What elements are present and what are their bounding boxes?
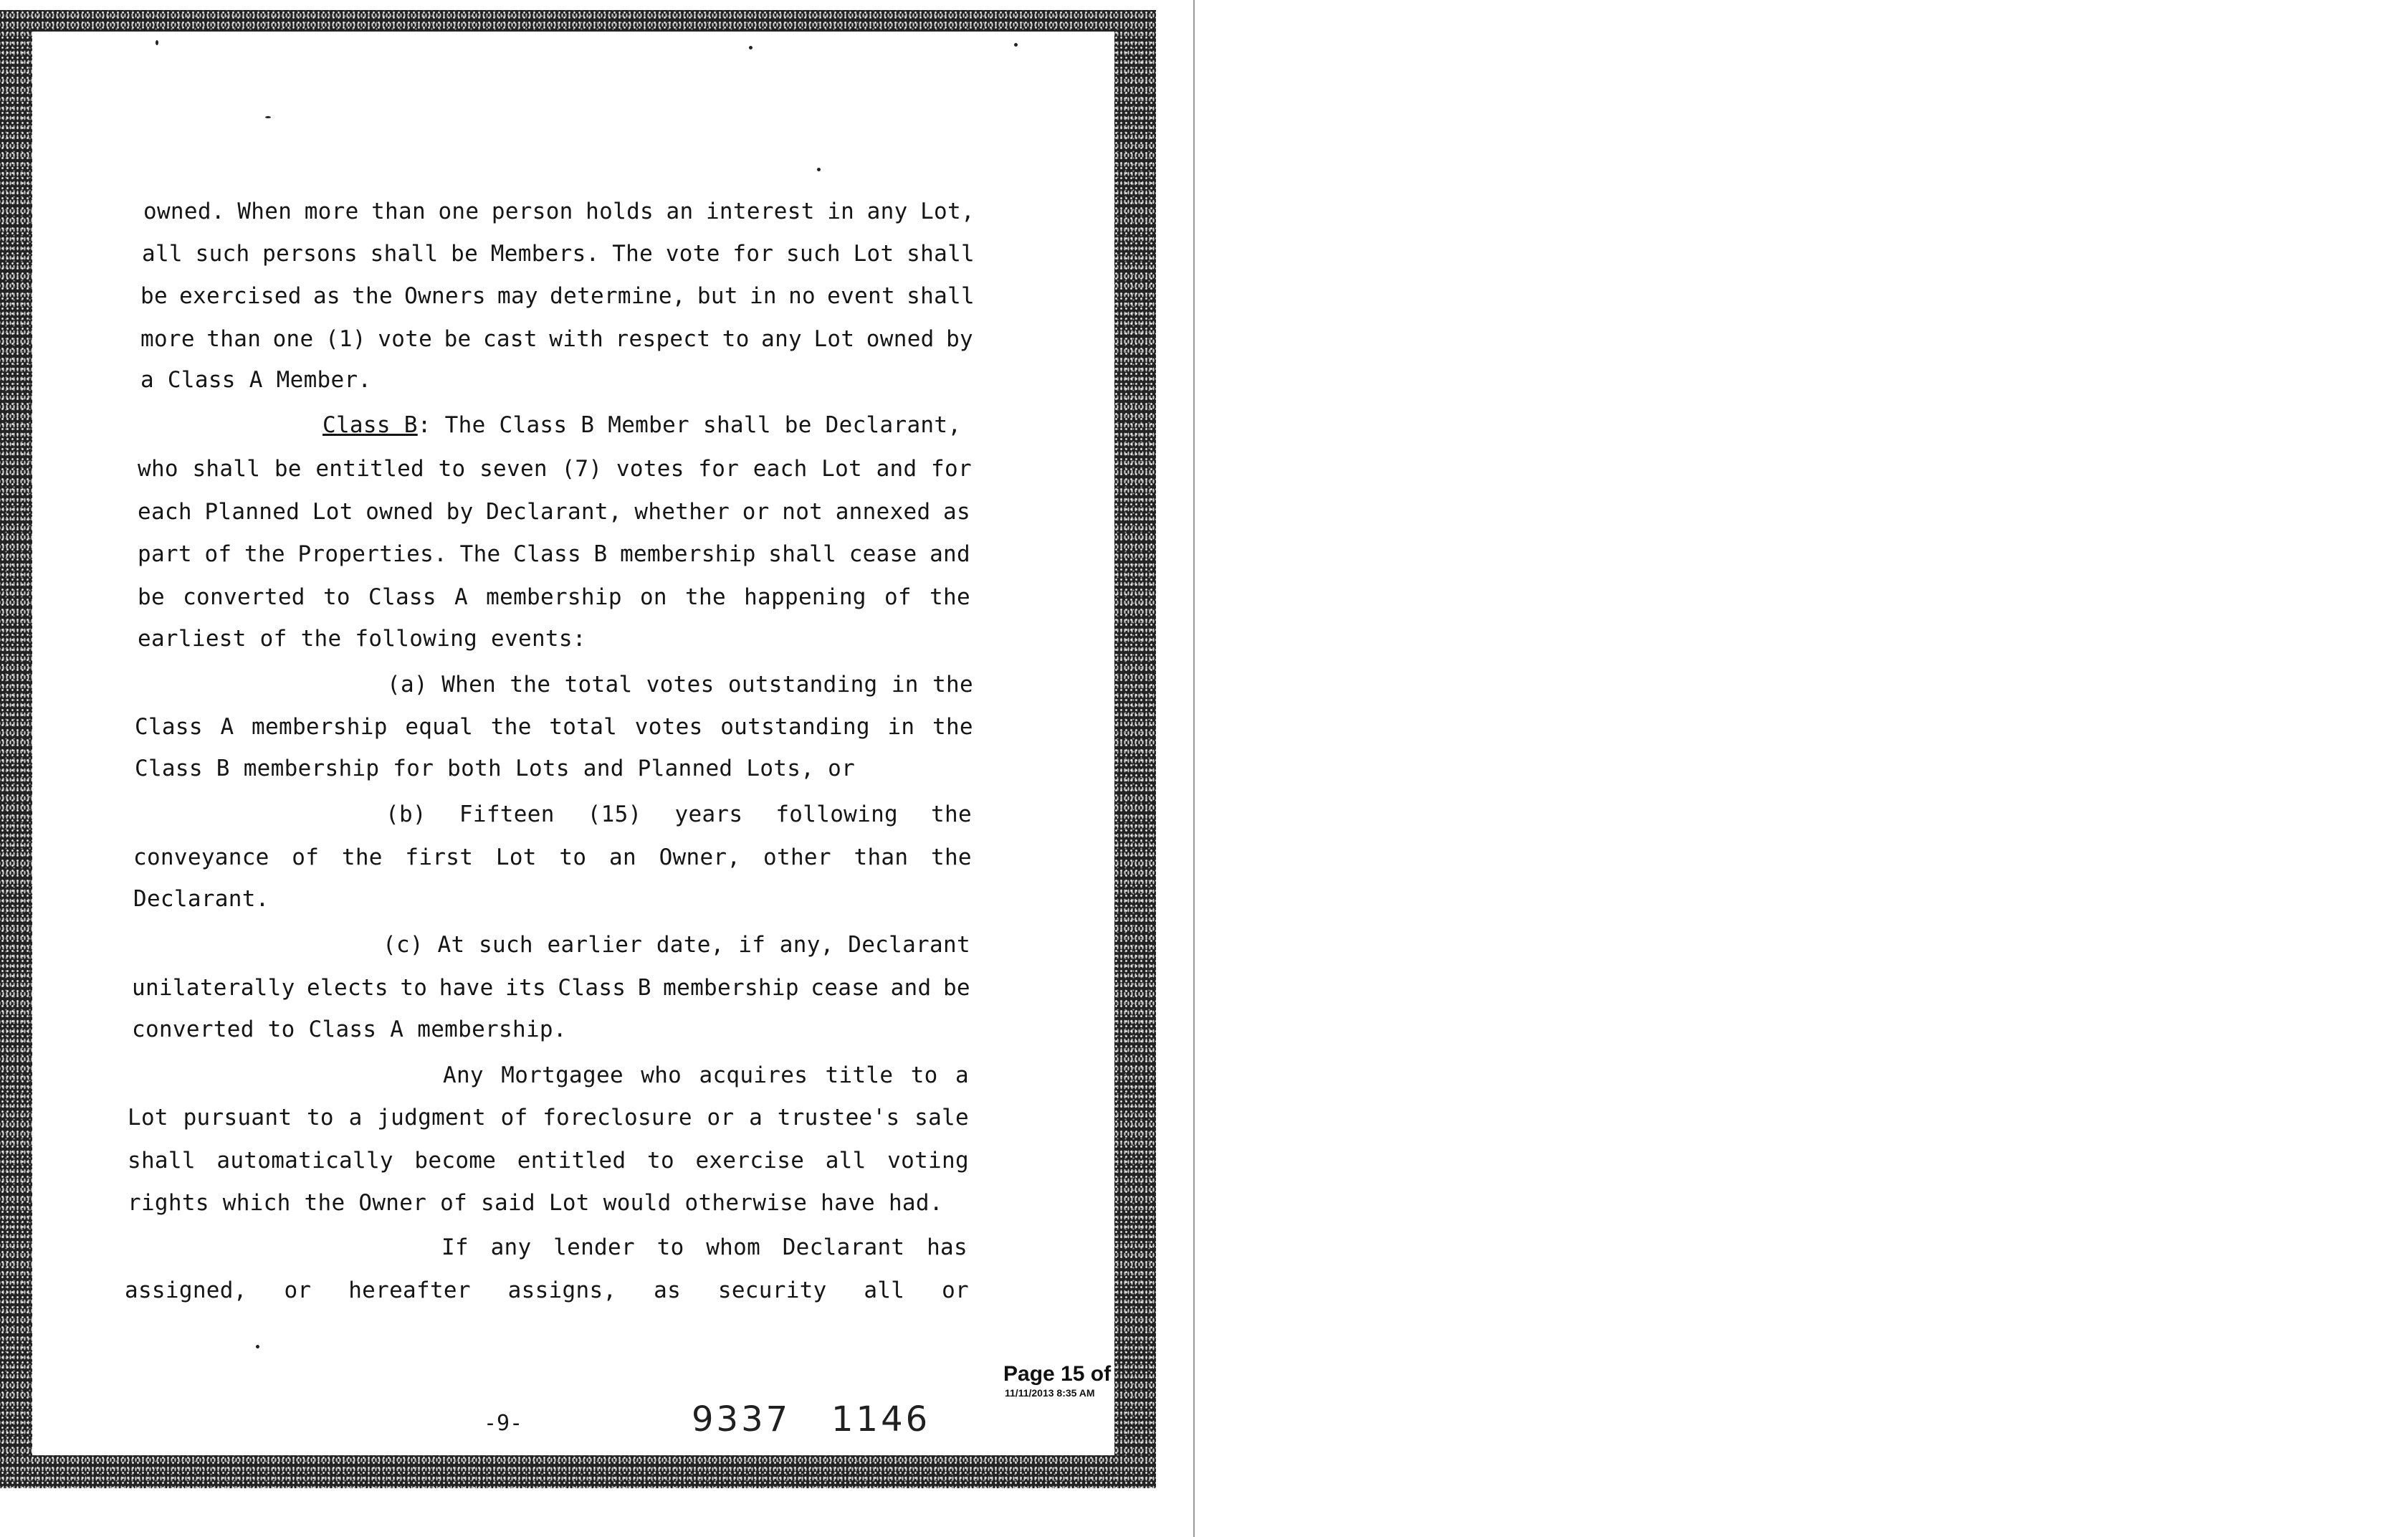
text-line: be exercised as the Owners may determine, but in no event shall: [140, 283, 975, 309]
text-line: [322, 412, 961, 438]
text-line: be converted to Class A membership on the happening of the: [138, 584, 970, 610]
text-line: (a) When the total votes outstanding in the: [387, 672, 973, 698]
text-line: shall automatically become entitled to exercise all voting: [128, 1148, 969, 1174]
stamp-date: 11/11/2013 8:35 AM: [1005, 1387, 1095, 1399]
text-line: (b) Fifteen (15) years following the: [386, 801, 972, 827]
scan-speck: [749, 46, 752, 49]
text-line: Lot pursuant to a judgment of foreclosure or a trustee's sale: [128, 1105, 969, 1131]
text-line: unilaterally elects to have its Class B membership cease and be: [132, 975, 970, 1001]
book-number: 9337: [692, 1399, 791, 1440]
scan-speck: [256, 1345, 259, 1348]
text-line: owned. When more than one person holds an interest in any Lot,: [143, 199, 975, 224]
text-line: more than one (1) vote be cast with respect to any Lot owned by: [140, 326, 973, 352]
scan-speck: [1014, 43, 1018, 47]
text-line: (c) At such earlier date, if any, Declarant: [383, 932, 970, 958]
text-line: all such persons shall be Members. The vote for such Lot shall: [142, 241, 975, 267]
text-line: converted to Class A membership.: [132, 1017, 567, 1042]
page-number: -9-: [484, 1411, 523, 1436]
page-reference: 1146: [831, 1399, 931, 1440]
text-line: conveyance of the first Lot to an Owner, other than the: [133, 844, 972, 870]
text-line: assigned, or hereafter assigns, as security all or: [125, 1277, 969, 1303]
text-line: Class A membership equal the total votes outstanding in the: [135, 714, 973, 740]
text-line: If any lender to whom Declarant has: [441, 1234, 968, 1260]
class-b-heading: Class B: [322, 412, 418, 438]
scan-speck: [817, 168, 821, 171]
scan-speck: [265, 116, 271, 118]
text-line: who shall be entitled to seven (7) votes for each Lot and for: [138, 456, 972, 482]
text-line: Class B membership for both Lots and Planned Lots, or: [135, 756, 856, 781]
page-stamp: Page 15 of: [1003, 1362, 1112, 1386]
text-line: Declarant.: [133, 886, 269, 912]
text-line: each Planned Lot owned by Declarant, whether or not annexed as: [138, 499, 970, 525]
text-fragment: : The Class B Member shall be Declarant,: [417, 412, 962, 438]
scan-speck: [156, 40, 158, 45]
text-line: rights which the Owner of said Lot would otherwise have had.: [128, 1190, 943, 1216]
text-line: earliest of the following events:: [138, 626, 586, 652]
text-line: Any Mortgagee who acquires title to a: [443, 1062, 969, 1088]
viewer-divider: [1193, 0, 1195, 1537]
text-line: a Class A Member.: [140, 367, 372, 393]
text-line: part of the Properties. The Class B membership shall cease and: [138, 541, 970, 567]
